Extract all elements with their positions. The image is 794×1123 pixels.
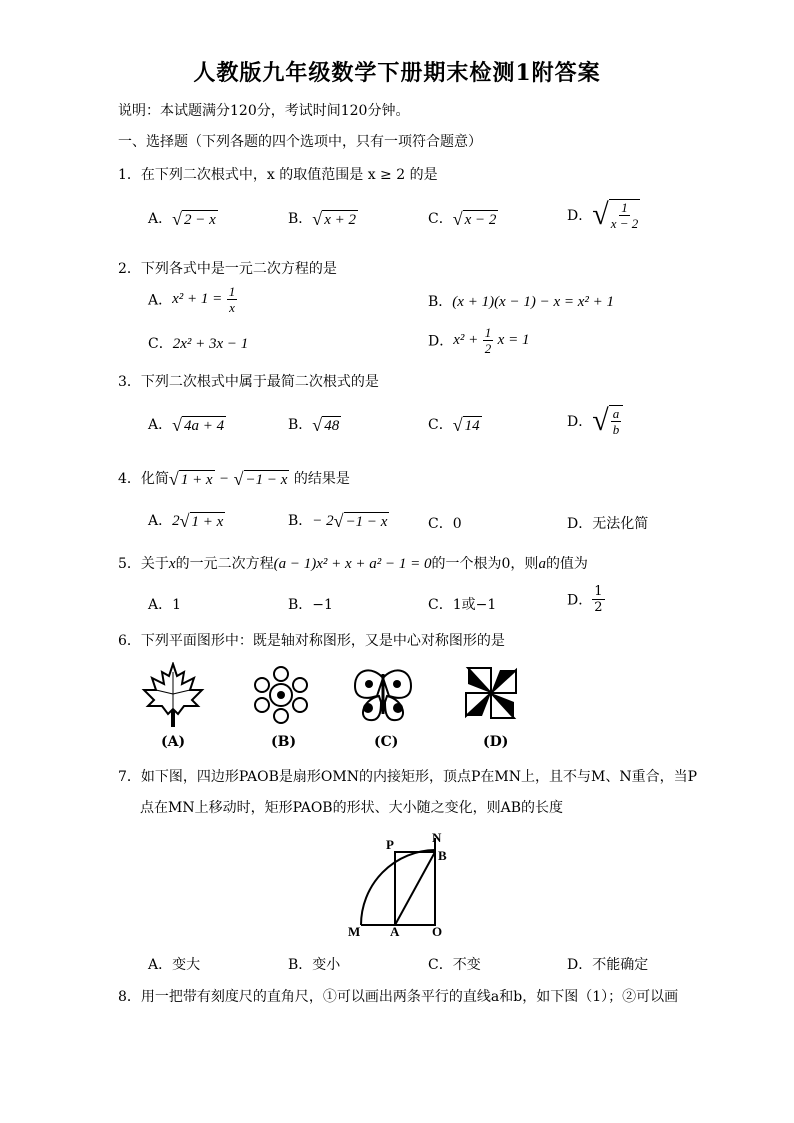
instructions: 说明：本试题满分120分，考试时间120分钟。 [118,103,410,119]
section-heading: 一、选择题（下列各题的四个选项中，只有一项符合题意） [118,134,482,150]
question-6-stem: 6．下列平面图形中：既是轴对称图形，又是中心对称图形的是 [118,633,505,649]
question-7-stem-line1: 7．如下图，四边形PAOB是扇形OMN的内接矩形，顶点P在MN上，且不与M、N重合，当P [118,769,697,785]
q2-option-a: A．x² + 1 = $\frac{1}{x}$ [148,284,236,315]
question-3-stem: 3．下列二次根式中属于最简二次根式的是 [118,374,379,390]
q4-option-a: A．2√ 1 + x [148,510,224,531]
sector-rectangle-diagram [348,828,458,940]
pinwheel-figure [462,664,520,722]
butterfly-figure [351,664,415,726]
label-o: O [432,924,443,939]
q3-option-d: D．√ $\frac{a}{b}$ [567,404,623,438]
q7-option-c: C．不变 [428,957,481,973]
q1-option-a: A．√ 2 − x [148,208,216,229]
question-5-stem: 5．关于x的一元二次方程(a − 1)x² + x + a² − 1 = 0的一个根为0，则a的值为 [118,556,588,572]
q7-option-a: A．变大 [148,957,201,973]
q2-option-d: D．x² + $\frac{1}{2}$ x = 1 [428,325,530,356]
snowflake-figure [250,664,312,726]
q3-option-a: A．√ 4a + 4 [148,414,225,435]
q7-option-d: D．不能确定 [567,957,649,973]
q5-option-d: D． $\frac{1}{2}$ [567,584,603,615]
q7-option-b: B．变小 [288,957,341,973]
question-1-stem: 1．在下列二次根式中，x 的取值范围是 x ≥ 2 的是 [118,167,438,183]
maple-leaf-figure [140,662,206,728]
q4-option-b: B．− 2√ −1 − x [288,510,388,531]
q1-option-b: B．√ x + 2 [288,208,356,229]
question-7-stem-line2: 点在MN上移动时，矩形PAOB的形状、大小随之变化，则AB的长度 [140,800,563,816]
q2-option-b: B．(x + 1)(x − 1) − x = x² + 1 [428,294,615,310]
label-m: M [348,924,361,939]
q1-option-d: D．√ $\frac{1}{x - 2}$ [567,198,639,231]
q4-option-d: D．无法化简 [567,516,649,532]
label-b: B [438,848,447,863]
figure-label-d: (D) [483,734,509,750]
question-8-stem: 8．用一把带有刻度尺的直角尺，①可以画出两条平行的直线a和b，如下图（1）；②可以画 [118,989,679,1005]
figure-label-b: (B) [271,734,297,750]
q1-option-c: C．√ x − 2 [428,208,497,229]
q2-option-c: C．2x² + 3x − 1 [148,336,249,352]
q5-option-b: B．−1 [288,597,333,613]
question-2-stem: 2．下列各式中是一元二次方程的是 [118,261,337,277]
figure-label-c: (C) [374,734,399,750]
page-title: 人教版九年级数学下册期末检测1附答案 [193,60,601,86]
q4-option-c: C．0 [428,516,462,532]
question-4-stem: 4．化简√ 1 + x − √ −1 − x 的结果是 [118,468,350,489]
label-p: P [386,837,394,852]
label-a: A [390,924,400,939]
q3-option-c: C．√ 14 [428,414,480,435]
q5-option-a: A．1 [148,597,182,613]
figure-label-a: (A) [161,734,186,750]
q5-option-c: C．1或−1 [428,597,497,613]
label-n: N [432,830,442,845]
q3-option-b: B．√ 48 [288,414,340,435]
